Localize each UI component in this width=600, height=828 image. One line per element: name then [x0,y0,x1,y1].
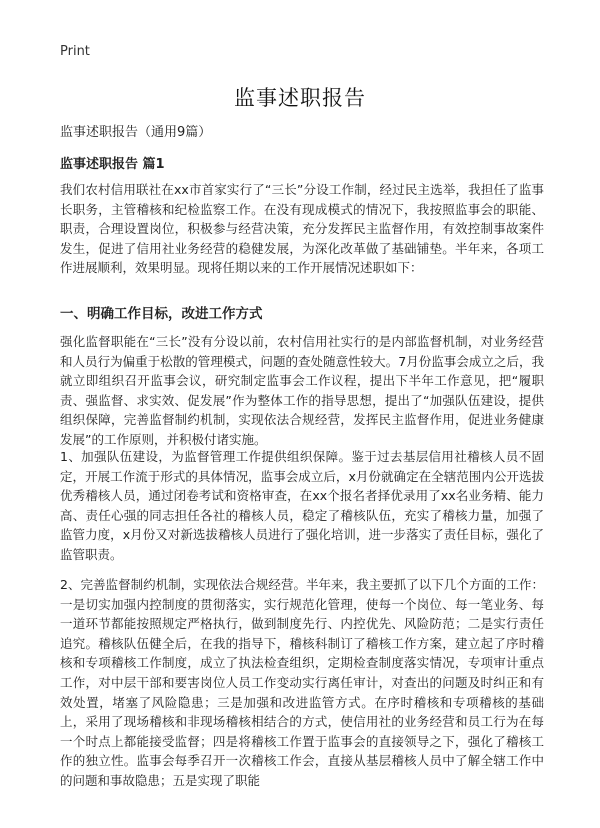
section-heading: 一、明确工作目标，改进工作方式 [60,306,263,322]
part-heading: 监事述职报告 篇1 [60,157,165,172]
document-subtitle: 监事述职报告（通用9篇） [60,125,212,140]
paragraph: 1、加强队伍建设，为监督管理工作提供组织保障。鉴于过去基层信用社稽核人员不固定，开展工作流于形式的具体情况，监事会成立后，x月份就确定在全辖范围内公开选拔优秀稽核人员，通过闭卷考试和资格审查，在xx个报名者择优录用了xx名业务精、能力高、责任心强的同志担任各社的稽核人员，稳定了稽核队伍，充实了稽核力量，加强了监管力度，x月份又对新选拔稽核人员进行了强化培训，进一步落实了责任目标，强化了监管职责。 [60,449,544,562]
page-title: 监事述职报告 [234,86,366,110]
paragraph: 2、完善监督制约机制，实现依法合规经营。半年来，我主要抓了以下几个方面的工作：一是切实加强内控制度的贯彻落实，实行规范化管理，使每一个岗位、每一笔业务、每一道环节都能按照规定严格执行，做到制度先行、内控优先、风险防范；二是实行责任追究。稽核队伍健全后，在我的指导下，稽核科制订了稽核工作方案，建立起了序时稽核和专项稽核工作制度，成立了执法检查组织，定期检查制度落实情况，专项审计重点工作，对中层干部和要害岗位人员工作变动实行离任审计，对查出的问题及时纠正和有效处置，堵塞了风险隐患；三是加强和改进监管方式。在序时稽核和专项稽核的基础上，采用了现场稽核和非现场稽核相结合的方式，使信用社的业务经营和员工行为在每一个时点上都能接受监督；四是将稽核工作置于监事会的直接领导之下，强化了稽核工作的独立性。监事会每季召开一次稽核工作会，直接从基层稽核人员中了解全辖工作中的问题和事故隐患；五是实现了职能 [60,577,544,788]
print-link[interactable]: Print [60,44,90,59]
paragraph: 强化监督职能在“三长”没有分设以前，农村信用社实行的是内部监督机制，对业务经营和人员行为偏重于松散的管理模式，问题的查处随意性较大。7月份监事会成立之后，我就立即组织召开监事会议，研究制定监事会工作议程，提出下半年工作意见，把“履职责、强监督、求实效、促发展”作为整体工作的指导思想，提出了“加强队伍建设，提供组织保障，完善监督制约机制，实现依法合规经营，发挥民主监督作用，促进业务健康发展”的工作原则，并积极付诸实施。 [60,334,544,447]
paragraph: 我们农村信用联社在xx市首家实行了“三长”分设工作制，经过民主选举，我担任了监事长职务，主管稽核和纪检监察工作。在没有现成模式的情况下，我按照监事会的职能、职责，合理设置岗位，积极参与经营决策，充分发挥民主监督作用，有效控制事故案件发生，促进了信用社业务经营的稳健发展，为深化改革做了基础铺垫。半年来，各项工作进展顺利，效果明显。现将任期以来的工作开展情况述职如下： [60,182,544,276]
